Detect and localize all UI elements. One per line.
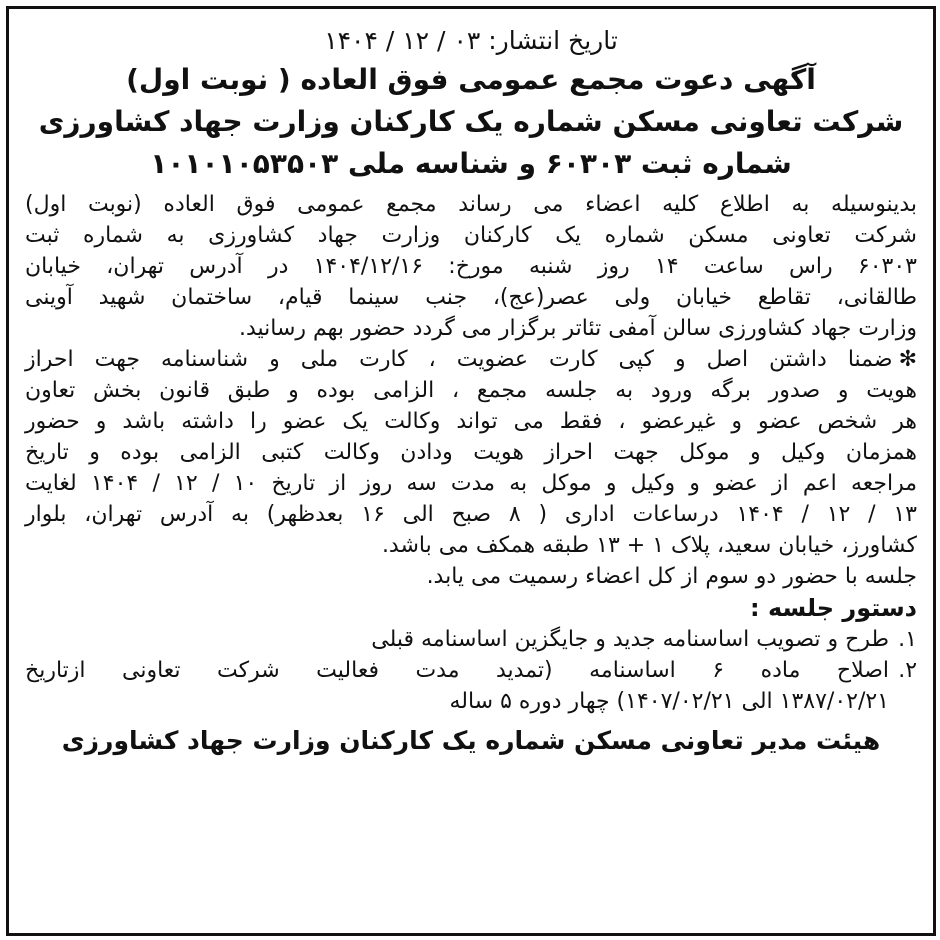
- registration-info: شماره ثبت ۶۰۳۰۳ و شناسه ملی ۱۰۱۰۱۰۵۳۵۰۳: [150, 147, 792, 180]
- intro-line: وزارت جهاد کشاورزی سالن آمفی تئاتر برگزار می گردد حضور بهم رسانید.: [238, 316, 917, 341]
- agenda-item-number: ۱.: [898, 627, 917, 652]
- note-line: مراجعه اعم از عضو و وکیل و موکل به مدت سه روز از تاریخ ۱۰ / ۱۲ / ۱۴۰۴ لغایت: [25, 471, 918, 496]
- agenda-title: دستور جلسه :: [750, 594, 917, 622]
- notice-content: [25, 23, 917, 919]
- agenda-item-text: اصلاح ماده ۶ اساسنامه (تمدید مدت فعالیت شرکت تعاونی ازتاریخ: [25, 658, 890, 683]
- notice-frame: [6, 6, 936, 936]
- note-line: کشاورز، خیابان سعید، پلاک ۱ + ۱۳ طبقه همکف می باشد.: [381, 533, 917, 558]
- note-line: هویت و صدور برگه ورود به جلسه مجمع ، الزامی بوده و طبق قانون بخش تعاون: [25, 378, 917, 403]
- note-line: همزمان وکیل و موکل جهت احراز هویت ودادن وکالت کتبی الزامی بوده و تاریخ: [25, 440, 917, 465]
- intro-line: طالقانی، تقاطع خیابان ولی عصر(عج)، جنب سینما قیام، ساختمان شهید آوینی: [25, 285, 917, 310]
- publication-date: تاریخ انتشار: ۰۳ / ۱۲ / ۱۴۰۴: [324, 26, 618, 55]
- agenda-item: [25, 624, 917, 655]
- note-line: هر شخص عضو و غیرعضو ، فقط می تواند وکالت یک عضو را داشته باشد و حضور: [25, 409, 917, 434]
- intro-paragraph: [25, 189, 917, 344]
- note-line: [25, 344, 917, 375]
- company-name: شرکت تعاونی مسکن شماره یک کارکنان وزارت جهاد کشاورزی: [38, 105, 904, 138]
- intro-line: بدینوسیله به اطلاع کلیه اعضاء می رساند مجمع عمومی فوق العاده (نوبت اول): [25, 192, 917, 217]
- asterisk-icon: ✻: [898, 347, 917, 372]
- note-line-text: ضمنا داشتن اصل و کپی کارت عضویت ، کارت ملی و شناسنامه جهت احراز: [25, 347, 893, 372]
- note-line: ۱۳ / ۱۲ / ۱۴۰۴ درساعات اداری ( ۸ صبح الی ۱۶ بعدظهر) به آدرس تهران، بلوار: [25, 502, 917, 527]
- agenda-item-continuation: ۱۳۸۷/۰۲/۲۱ الی ۱۴۰۷/۰۲/۲۱) چهار دوره ۵ ساله: [449, 689, 889, 714]
- signature: هیئت مدیر تعاونی مسکن شماره یک کارکنان وزارت جهاد کشاورزی: [61, 726, 881, 755]
- quorum-text: جلسه با حضور دو سوم از کل اعضاء رسمیت می یابد.: [426, 564, 917, 589]
- intro-line: ۶۰۳۰۳ راس ساعت ۱۴ روز شنبه مورخ: ۱۴۰۴/۱۲/۱۶ در آدرس تهران، خیابان: [25, 254, 917, 279]
- note-paragraph: [25, 344, 917, 561]
- agenda-item-number: ۲.: [898, 658, 918, 683]
- agenda-item: [25, 655, 917, 686]
- agenda-item-text: طرح و تصویب اساسنامه جدید و جایگزین اساسنامه قبلی: [371, 627, 889, 652]
- notice-title: آگهی دعوت مجمع عمومی فوق العاده ( نوبت اول): [126, 63, 816, 96]
- intro-line: شرکت تعاونی مسکن شماره یک کارکنان وزارت جهاد کشاورزی به شماره ثبت: [25, 223, 917, 248]
